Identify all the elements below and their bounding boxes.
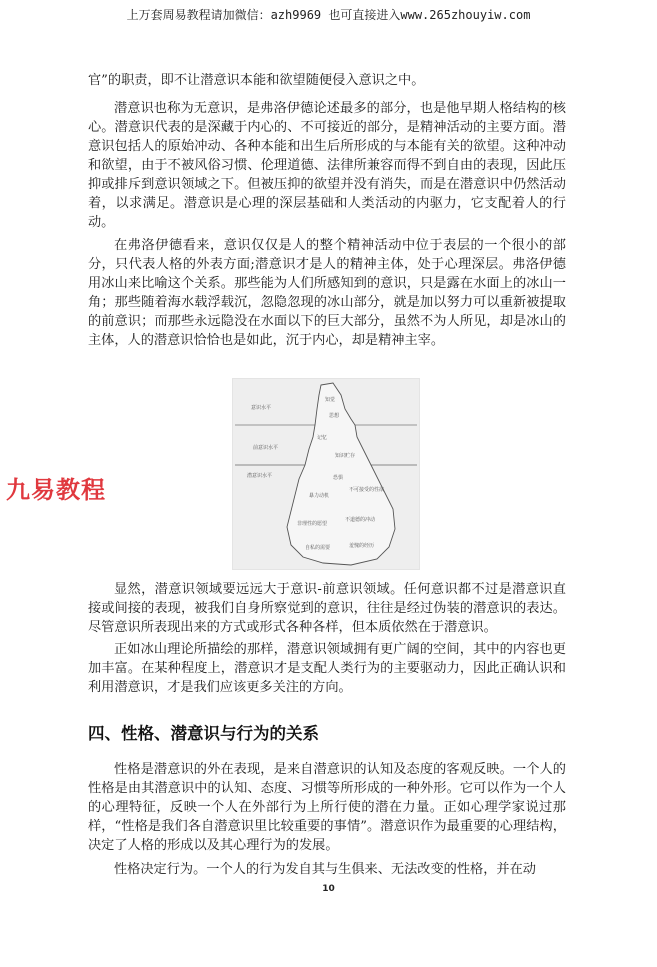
label-violent-motives: 暴力动机	[309, 493, 330, 499]
label-memory: 记忆	[317, 435, 328, 441]
label-irrational-wishes: 非理性的愿望	[297, 521, 328, 527]
iceberg-diagram	[233, 379, 419, 569]
label-preconscious-level: 前意识水平	[253, 445, 279, 451]
page-number: 10	[322, 884, 335, 894]
iceberg-figure	[232, 378, 420, 570]
paragraph-4: 显然，潜意识领域要远远大于意识-前意识领域。任何意识都不过是潜意识直接或间接的表现，被我们自身所察觉到的意识，往往是经过伪装的潜意识的表达。尽管意识所表现出来的方式或形式各种各样，但本质依然在于潜意识。	[88, 582, 566, 635]
label-thought: 思想	[329, 413, 340, 419]
label-stored-knowledge: 知识贮存	[335, 453, 356, 459]
label-selfish-needs: 自私的需要	[305, 545, 331, 551]
paragraph-5: 正如冰山理论所描绘的那样，潜意识领域拥有更广阔的空间，其中的内容也更加丰富。在某种程度上，潜意识才是支配人类行为的主要驱动力，因此正确认识和利用潜意识，才是我们应该更多关注的方向。	[88, 642, 566, 695]
paragraph-6: 性格是潜意识的外在表现，是来自潜意识的认知及态度的客观反映。一个人的性格是由其潜意识中的认知、态度、习惯等所形成的一种外形。它可以作为一个人的心理特征，反映一个人在外部行为上所行使的潜在力量。正如心理学家说过那样，“性格是我们各自潜意识里比较重要的事情”。潜意识作为最重要的心理结构，决定了人格的形成以及其心理行为的发展。	[88, 762, 566, 853]
page-header-banner: 上万套周易教程请加微信：azh9969 也可直接进入www.265zhouyiw.com	[126, 8, 531, 22]
watermark-logo: 九易教程	[6, 476, 106, 504]
section-heading: 四、性格、潜意识与行为的关系	[88, 724, 319, 743]
label-conscious-level: 意识水平	[251, 405, 272, 411]
label-immoral-urges: 不道德的冲动	[345, 517, 376, 523]
label-shameful-experiences: 羞愧的经历	[349, 543, 375, 549]
label-fear: 恐惧	[333, 475, 344, 481]
paragraph-1: 官”的职责，即不让潜意识本能和欲望随便侵入意识之中。	[88, 73, 425, 88]
label-perception: 知觉	[325, 397, 336, 403]
label-unacceptable-desires: 不可接受的性欲	[349, 487, 385, 493]
paragraph-3: 在弗洛伊德看来，意识仅仅是人的整个精神活动中位于表层的一个很小的部分，只代表人格的外表方面;潜意识才是人的精神主体，处于心理深层。弗洛伊德用冰山来比喻这个关系。那些能为人们所感知到的意识，只是露在水面上的冰山一角；那些随着海水载浮载沉，忽隐忽现的冰山部分，就是加以努力可以重新被提取的前意识；而那些永远隐没在水面以下的巨大部分，虽然不为人所见，却是冰山的主体，人的潜意识恰恰也是如此，沉于内心，却是精神主宰。	[88, 238, 566, 348]
label-unconscious-level: 潜意识水平	[247, 473, 273, 479]
paragraph-7: 性格决定行为。一个人的行为发自其与生俱来、无法改变的性格，并在动	[114, 862, 536, 877]
paragraph-2: 潜意识也称为无意识，是弗洛伊德论述最多的部分，也是他早期人格结构的核心。潜意识代表的是深藏于内心的、不可接近的部分，是精神活动的主要方面。潜意识包括人的原始冲动、各种本能和出生后所形成的与本能有关的欲望。这种冲动和欲望，由于不被风俗习惯、伦理道德、法律所兼容而得不到自由的表现，因此压抑或排斥到意识领域之下。但被压抑的欲望并没有消失，而是在潜意识中仍然活动着，以求满足。潜意识是心理的深层基础和人类活动的内驱力，它支配着人的行动。	[88, 101, 566, 230]
